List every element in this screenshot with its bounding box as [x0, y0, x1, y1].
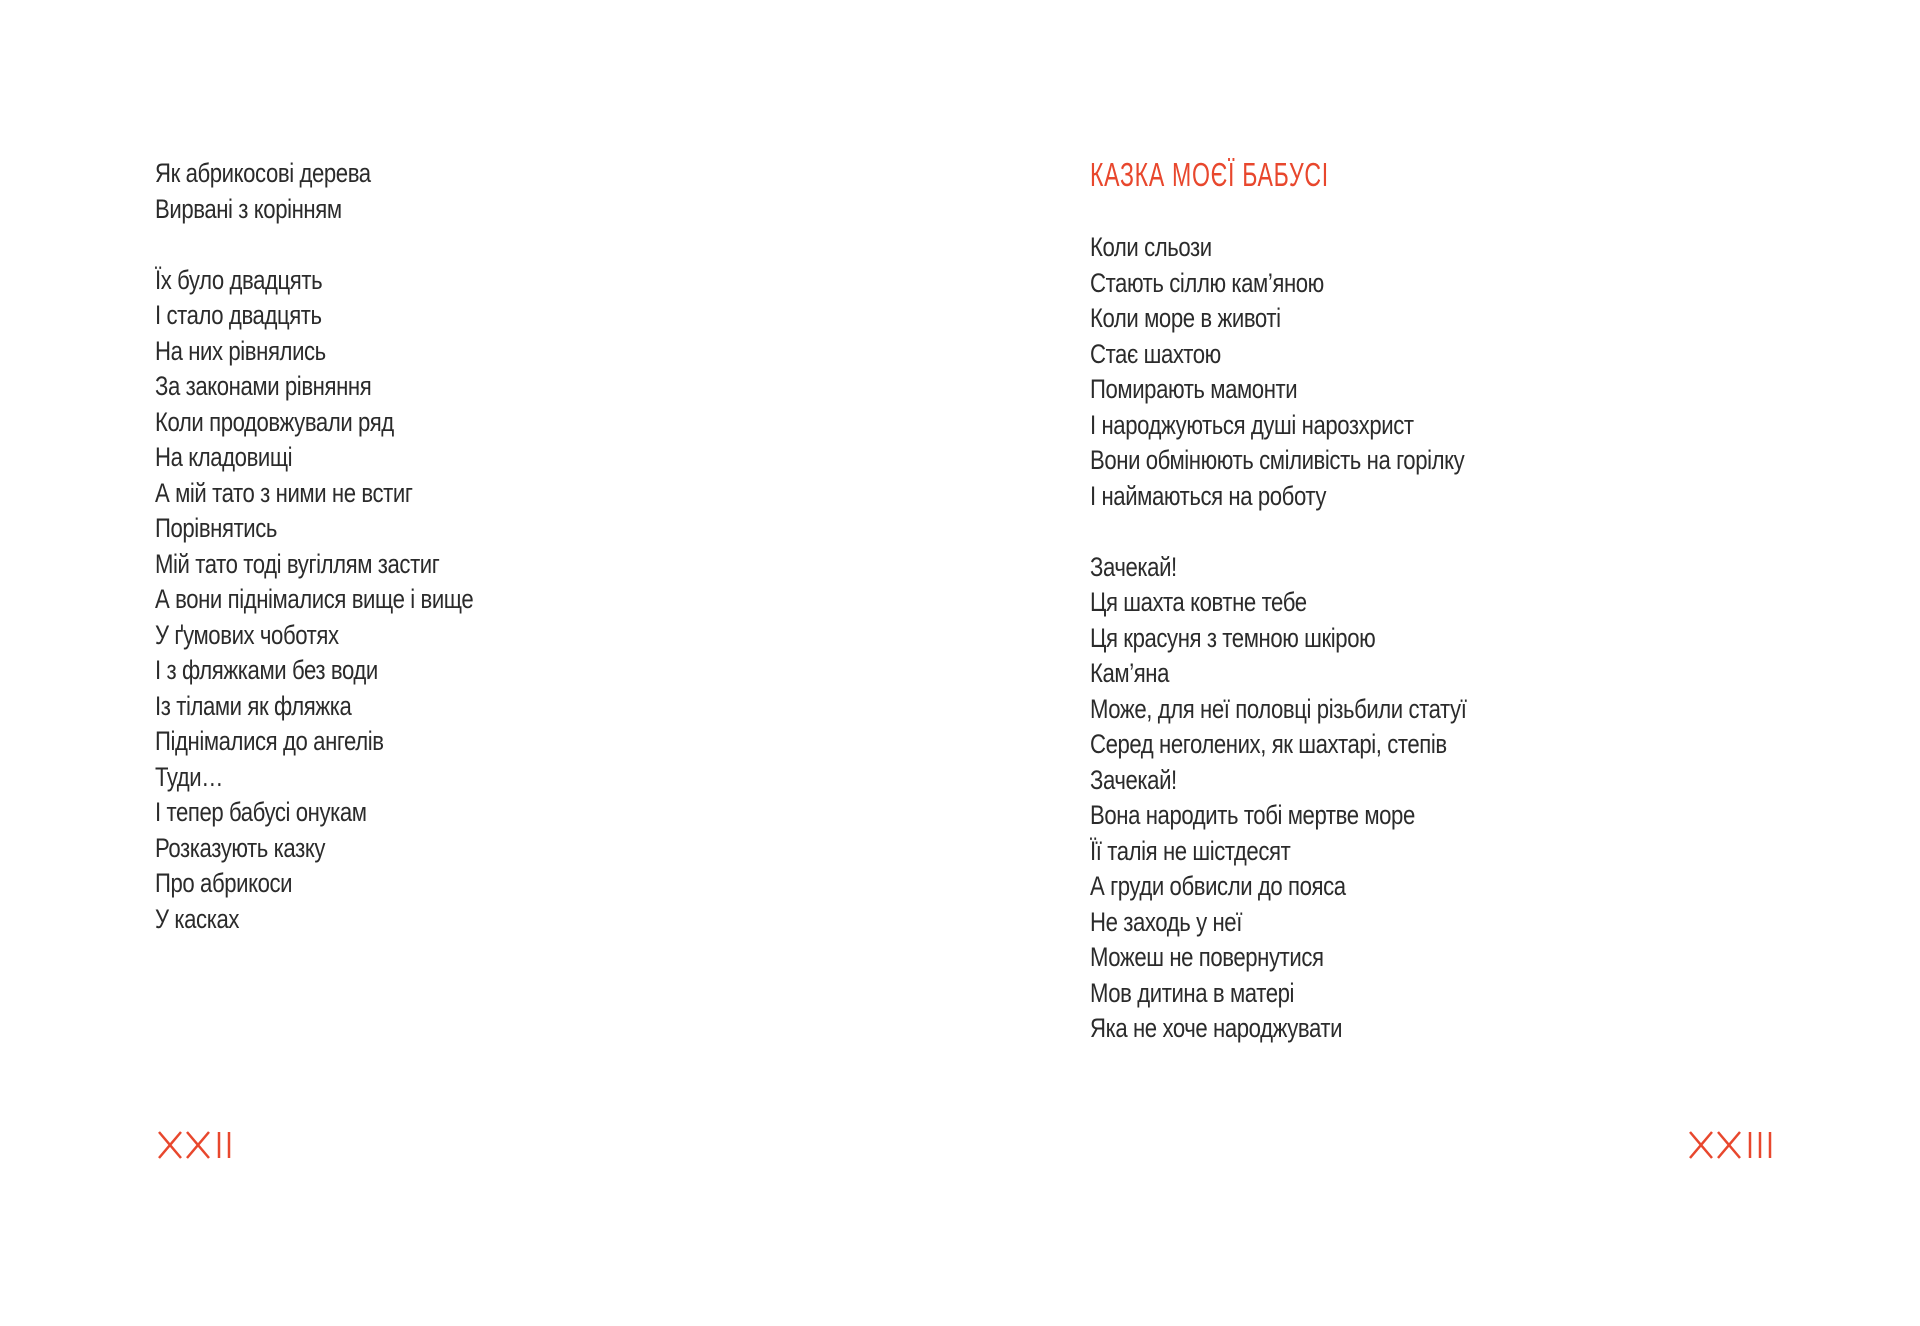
poem-line: Мій тато тоді вугіллям застиг [155, 548, 440, 579]
poem-line: Її талія не шістдесят [1090, 835, 1291, 866]
poem-line: Серед неголених, як шахтарі, степів [1090, 729, 1447, 759]
poem-line: Коли продовжували ряд [155, 406, 394, 437]
stanza-break [155, 227, 473, 263]
poem-line: Туди… [155, 761, 223, 792]
poem-line: У ґумових чоботях [155, 619, 339, 650]
poem-line: На кладовищі [155, 442, 293, 472]
poem-line: Піднімалися до ангелів [155, 726, 384, 756]
poem-line: І з фляжками без води [155, 655, 378, 685]
poem-line: Вирвані з корінням [155, 193, 342, 224]
right-page [960, 0, 1920, 1326]
poem-line: Ця шахта ковтне тебе [1090, 587, 1307, 617]
poem-line: У касках [155, 903, 240, 934]
poem-title: КАЗКА МОЄЇ БАБУСІ [1090, 156, 1329, 193]
poem-line: А мій тато з ними не встиг [155, 477, 413, 508]
poem-line: Зачекай! [1090, 764, 1177, 795]
poem-line: І народжуються душі нарозхрист [1090, 409, 1414, 440]
poem-line: Як абрикосові дерева [155, 158, 371, 188]
poem-line: Коли море в животі [1090, 303, 1281, 333]
poem-line: А вони піднімалися вище і вище [155, 584, 474, 614]
poem-line: Не заходь у неї [1090, 906, 1242, 937]
stanza-break [1090, 514, 1466, 550]
poem-line: Помирають мамонти [1090, 374, 1298, 404]
poem-line: Стають сіллю кам’яною [1090, 267, 1324, 298]
poem-line: І тепер бабусі онукам [155, 797, 367, 827]
poem-line: Може, для неї половці різьбили статуї [1090, 693, 1467, 724]
poem-line: Коли сльози [1090, 232, 1212, 262]
poem-line: І наймаються на роботу [1090, 480, 1327, 511]
poem-line: Яка не хоче народжувати [1090, 1013, 1343, 1043]
poem-line: На них рівнялись [155, 335, 326, 366]
poem-line: І стало двадцять [155, 300, 322, 330]
left-page-number [157, 1128, 237, 1162]
poem-line: Їх було двадцять [155, 264, 323, 295]
left-poem [155, 156, 473, 937]
poem-line: Розказують казку [155, 832, 326, 863]
right-poem [1090, 230, 1466, 1047]
poem-line: Кам’яна [1090, 658, 1170, 688]
roman-numeral-xxiii-icon [1688, 1128, 1780, 1162]
poem-line: За законами рівняння [155, 371, 372, 401]
poem-line: Вона народить тобі мертве море [1090, 800, 1415, 830]
poem-line: Можеш не повернутися [1090, 942, 1324, 972]
poem-line: А груди обвисли до пояса [1090, 871, 1346, 901]
poem-line: Про абрикоси [155, 868, 293, 898]
poem-line: Зачекай! [1090, 551, 1177, 582]
poem-line: Вони обмінюють сміливість на горілку [1090, 445, 1465, 475]
poem-line: Ця красуня з темною шкірою [1090, 622, 1376, 653]
roman-numeral-xxii-icon [157, 1128, 237, 1162]
poem-line: Мов дитина в матері [1090, 977, 1295, 1008]
right-page-number [1688, 1128, 1780, 1162]
poem-line: Порівнятись [155, 513, 278, 543]
poem-line: Стає шахтою [1090, 338, 1221, 369]
poem-line: Із тілами як фляжка [155, 690, 352, 721]
